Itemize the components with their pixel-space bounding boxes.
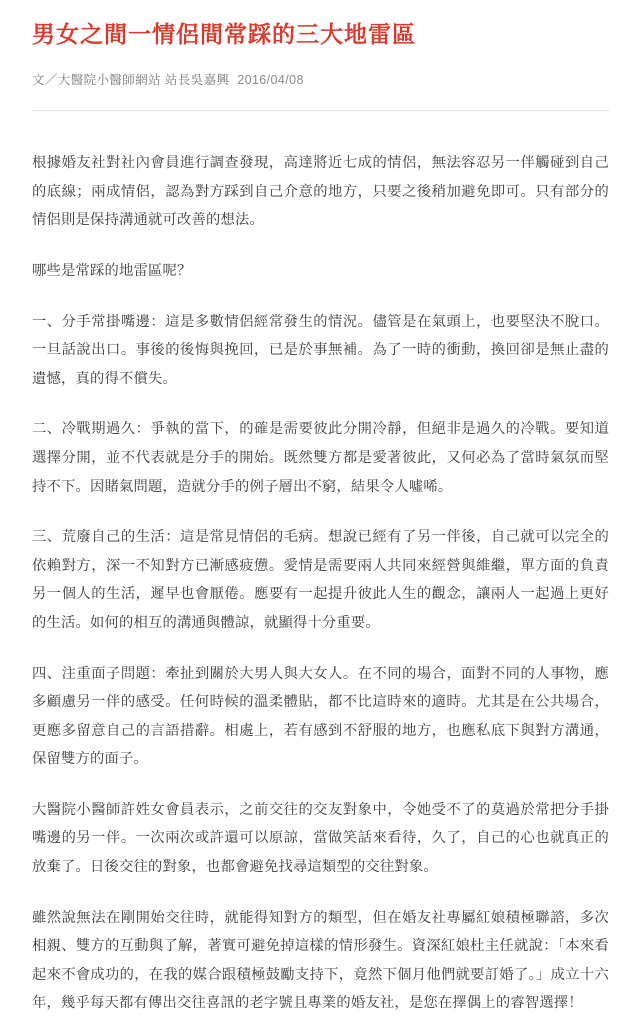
article-paragraph: 一、分手常掛嘴邊：這是多數情侶經常發生的情況。儘管是在氣頭上，也要堅決不脫口。一旦話說出口。事後的後悔與挽回，已是於事無補。為了一時的衝動，換回卻是無止盡的遺憾，真的得不償失。 xyxy=(32,313,609,387)
article-body xyxy=(32,149,609,1018)
header-divider xyxy=(32,110,609,111)
article-paragraph: 四、注重面子問題：牽扯到關於大男人與大女人。在不同的場合，面對不同的人事物，應多顧慮另一伴的感受。任何時候的溫柔體貼，都不比這時來的適時。尤其是在公共場合，更應多留意自己的言語措辭。相處上，若有感到不舒服的地方，也應私底下與對方溝通，保留雙方的面子。 xyxy=(32,665,609,768)
byline xyxy=(32,70,609,88)
byline-date: 2016/04/08 xyxy=(237,73,304,88)
byline-author: 文／大醫院小醫師網站 站長吳嘉興 xyxy=(32,73,230,88)
article-paragraph: 大醫院小醫師許姓女會員表示，之前交往的交友對象中，令她受不了的莫過於常把分手掛嘴邊的另一伴。一次兩次或許還可以原諒，當做笑話來看待，久了，自己的心也就真正的放棄了。日後交往的對象，也都會避免找尋這類型的交往對象。 xyxy=(32,801,609,876)
article-paragraph: 雖然說無法在剛開始交往時，就能得知對方的類型，但在婚友社專屬紅娘積極聯諮，多次相親、雙方的互動與了解，著實可避免掉這樣的情形發生。資深紅娘杜主任就說：「本來看起來不會成功的，在我的媒合跟積極鼓勵支持下，竟然下個月他們就要訂婚了。」成立十六年，幾乎每天都有傳出交往喜訊的老字號且專業的婚友社，是您在擇偶上的睿智選擇！ xyxy=(32,909,609,1012)
page-title: 男女之間一情侶間常踩的三大地雷區 xyxy=(32,21,416,47)
article-paragraph: 三、荒廢自己的生活：這是常見情侶的毛病。想說已經有了另一伴後，自己就可以完全的依賴對方，深一不知對方已漸感疲憊。愛情是需要兩人共同來經營與維繼，單方面的負責另一個人的生活，遲早也會厭倦。應要有一起提升彼此人生的觀念，讓兩人一起過上更好的生活。如何的相互的溝通與體諒，就顯得十分重要。 xyxy=(32,529,609,631)
article-paragraph: 哪些是常踩的地雷區呢？ xyxy=(32,262,192,279)
article-paragraph: 根據婚友社對社內會員進行調查發現，高達將近七成的情侶，無法容忍另一伴觸碰到自己的底線；兩成情侶，認為對方踩到自己介意的地方，只要之後稍加避免即可。只有部分的情侶則是保持溝通就可改善的想法。 xyxy=(32,155,609,229)
article-page xyxy=(0,18,641,1012)
article-paragraph: 二、冷戰期過久：爭執的當下，的確是需要彼此分開冷靜，但絕非是過久的冷戰。要知道選擇分開，並不代表就是分手的開始。既然雙方都是愛著彼此，又何必為了當時氣氛而堅持不下。因賭氣問題，造就分手的例子層出不窮，結果令人噓唏。 xyxy=(32,421,609,495)
